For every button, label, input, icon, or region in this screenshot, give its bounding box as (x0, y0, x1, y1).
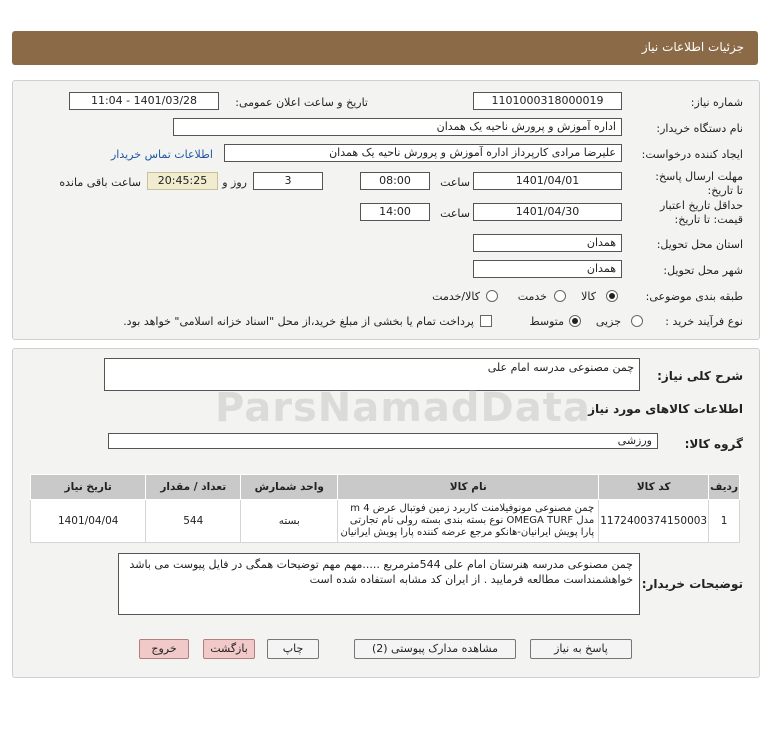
category-option-goods: کالا (581, 290, 596, 303)
validity-time-field: 14:00 (360, 203, 430, 221)
process-option-minor: جزیی (595, 315, 621, 328)
cell-code: 1172400374150003 (599, 500, 709, 543)
validity-label: حداقل تاریخ اعتبار قیمت: تا تاریخ: (659, 199, 743, 226)
validity-time-label: ساعت (440, 207, 470, 220)
table-header-row (31, 475, 740, 500)
goods-group-field: ورزشی (108, 433, 658, 449)
table-row (31, 500, 740, 543)
back-button[interactable]: بازگشت (203, 639, 255, 659)
validity-date-field: 1401/04/30 (473, 203, 622, 221)
deadline-time-field: 08:00 (360, 172, 430, 190)
province-label: استان محل تحویل: (656, 238, 743, 251)
province-field: همدان (473, 234, 622, 252)
process-label: نوع فرآیند خرید : (665, 315, 743, 328)
summary-field: چمن مصنوعی مدرسه امام علی (104, 358, 640, 391)
need-number-field: 1101000318000019 (473, 92, 622, 110)
deadline-label: مهلت ارسال پاسخ: تا تاریخ: (655, 170, 743, 197)
category-radio-goods[interactable] (606, 290, 618, 302)
buyer-notes-field: چمن مصنوعی مدرسه هنرستان امام علی 544مترمربع .....مهم مهم توضیحات همگی در فایل پیوست می باشد خواهشمنداست مطالعه فرمایید . از ایران کد مشابه استفاده شده است (118, 553, 640, 615)
exit-button[interactable]: خروج (139, 639, 189, 659)
treasury-checkbox[interactable] (480, 315, 492, 327)
days-label: روز و (222, 176, 247, 189)
goods-group-label: گروه کالا: (684, 437, 743, 451)
cell-row: 1 (709, 500, 740, 543)
col-unit: واحد شمارش (241, 475, 338, 500)
col-code: کد کالا (599, 475, 709, 500)
summary-label: شرح کلی نیاز: (657, 369, 743, 383)
creator-field: علیرضا مرادی کارپرداز اداره آموزش و پرورش ناحیه یک همدان (224, 144, 622, 162)
announce-label: تاریخ و ساعت اعلان عمومی: (235, 96, 368, 109)
creator-label: ایجاد کننده درخواست: (641, 148, 743, 161)
process-radio-minor[interactable] (631, 315, 643, 327)
category-option-goods-service: کالا/خدمت (432, 290, 480, 303)
remaining-timer: 20:45:25 (147, 172, 218, 190)
cell-name: چمن مصنوعی مونوفیلامنت کاربرد زمین فوتبال عرض 4 m مدل OMEGA TURF نوع بسته بندی بسته رولی نام تجارتی پارا پویش ایرانیان-هانکو مرجع عرضه کننده پارا پویش ایرانیان (338, 500, 599, 543)
category-label: طبقه بندی موضوعی: (645, 290, 743, 303)
buyer-notes-label: توضیحات خریدار: (641, 577, 743, 591)
process-option-medium: متوسط (529, 315, 564, 328)
announce-field: 1401/03/28 - 11:04 (69, 92, 219, 110)
reply-button[interactable]: پاسخ به نیاز (530, 639, 632, 659)
process-radio-medium[interactable] (569, 315, 581, 327)
category-radio-service[interactable] (554, 290, 566, 302)
goods-info-title: اطلاعات کالاهای مورد نیاز (588, 402, 743, 416)
category-option-service: خدمت (517, 290, 547, 303)
need-number-label: شماره نیاز: (690, 96, 743, 109)
deadline-time-label: ساعت (440, 176, 470, 189)
buyer-org-field: اداره آموزش و پرورش ناحیه یک همدان (173, 118, 622, 136)
col-qty: تعداد / مقدار (146, 475, 241, 500)
col-row: ردیف (709, 475, 740, 500)
watermark: ParsNamadData (215, 385, 591, 431)
items-table (30, 474, 740, 543)
category-radio-goods-service[interactable] (486, 290, 498, 302)
treasury-note: پرداخت تمام یا بخشی از مبلغ خرید،از محل "اسناد خزانه اسلامی" خواهد بود. (123, 315, 474, 328)
cell-date: 1401/04/04 (31, 500, 146, 543)
days-field: 3 (253, 172, 323, 190)
cell-unit: بسته (241, 500, 338, 543)
attachments-button[interactable]: مشاهده مدارک پیوستی (2) (354, 639, 516, 659)
city-field: همدان (473, 260, 622, 278)
buyer-org-label: نام دستگاه خریدار: (656, 122, 743, 135)
page-header (12, 31, 758, 65)
deadline-date-field: 1401/04/01 (473, 172, 622, 190)
cell-qty: 544 (146, 500, 241, 543)
col-name: نام کالا (338, 475, 599, 500)
city-label: شهر محل تحویل: (663, 264, 743, 277)
buyer-contact-link[interactable]: اطلاعات تماس خریدار (111, 148, 213, 161)
remaining-label: ساعت باقی مانده (59, 176, 141, 189)
col-date: تاریخ نیاز (31, 475, 146, 500)
print-button[interactable]: چاپ (267, 639, 319, 659)
page-title: جزئیات اطلاعات نیاز (641, 40, 744, 54)
